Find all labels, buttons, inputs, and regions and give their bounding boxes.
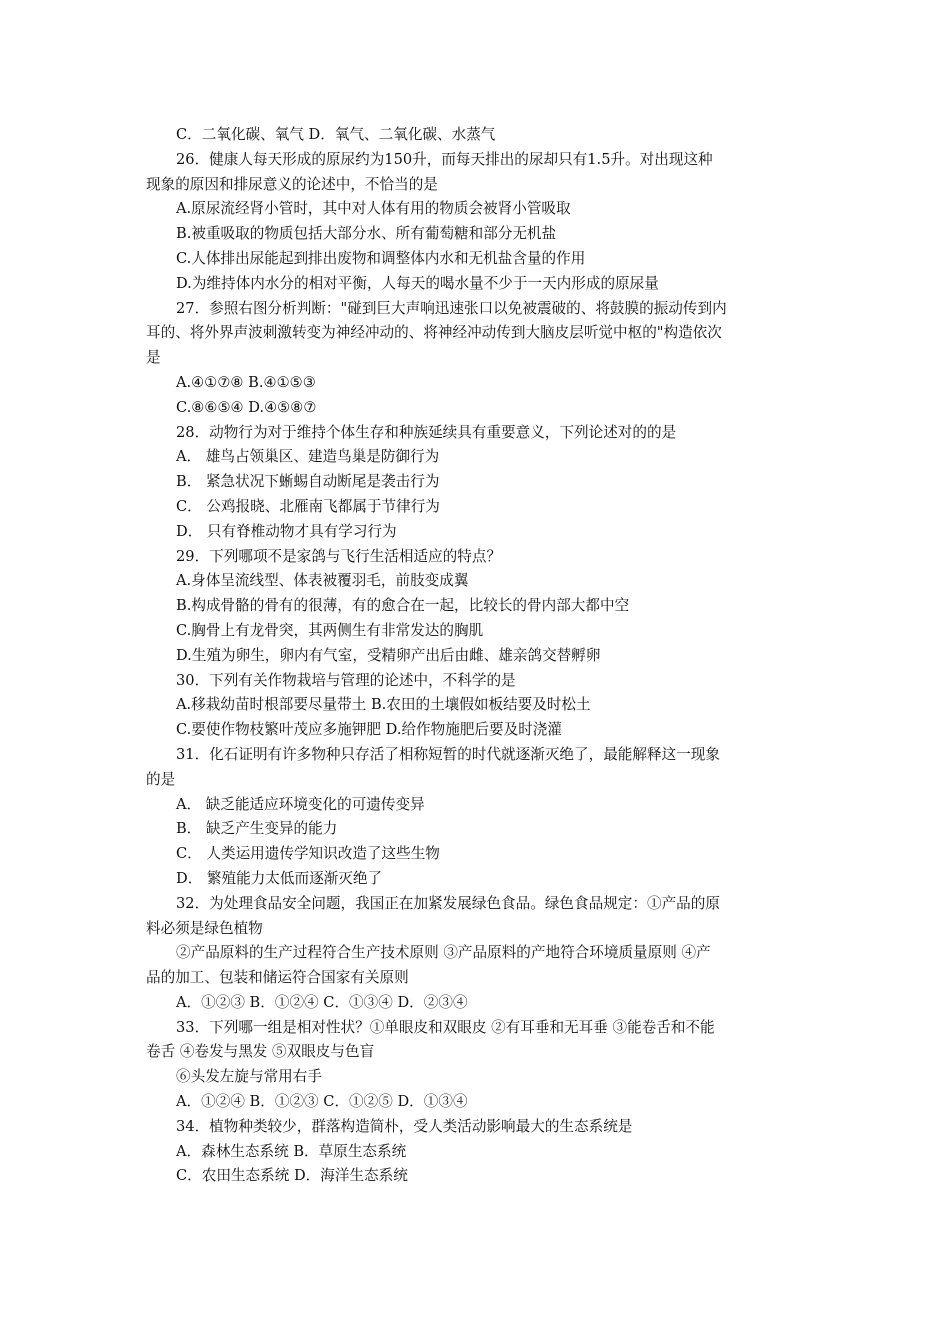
text-line: 30．下列有关作物栽培与管理的论述中，不科学的是: [176, 671, 516, 689]
text-line: 31．化石证明有许多物种只存活了相称短暂的时代就逐渐灭绝了，最能解释这一现象: [176, 745, 720, 763]
text-line: C.⑧⑥⑤④ D.④⑤⑧⑦: [176, 398, 317, 416]
text-line: ⑥头发左旋与常用右手: [176, 1068, 322, 1086]
text-line: 32．为处理食品安全问题，我国正在加紧发展绿色食品。绿色食品规定：①产品的原: [176, 894, 720, 912]
text-line: B.被重吸取的物质包括大部分水、所有葡萄糖和部分无机盐: [176, 225, 557, 243]
text-line: 料必须是绿色植物: [146, 919, 263, 937]
text-line: C．二氧化碳、氧气 D．氧气、二氧化碳、水蒸气: [176, 126, 496, 143]
text-line: A．①②④ B．①②③ C．①②⑤ D．①③④: [176, 1093, 468, 1111]
text-line: B． 缺乏产生变异的能力: [176, 820, 338, 838]
text-line: 耳的、将外界声波刺激转变为神经冲动的、将神经冲动传到大脑皮层听觉中枢的"构造依次: [146, 324, 722, 342]
text-line: A． 缺乏能适应环境变化的可遗传变异: [176, 795, 425, 813]
text-line: A.原尿流经肾小管时，其中对人体有用的物质会被肾小管吸取: [176, 200, 571, 218]
text-line: C.胸骨上有龙骨突，其两侧生有非常发达的胸肌: [176, 621, 484, 639]
text-line: D.为维持体内水分的相对平衡，人每天的喝水量不少于一天内形成的原尿量: [176, 274, 659, 292]
text-line: C． 人类运用遗传学知识改造了这些生物: [176, 845, 440, 863]
text-line: C． 公鸡报晓、北雁南飞都属于节律行为: [176, 497, 440, 515]
text-line: 29．下列哪项不是家鸽与飞行生活相适应的特点？: [176, 547, 502, 565]
text-line: A．森林生态系统 B．草原生态系统: [176, 1142, 407, 1160]
document-body: [146, 123, 810, 1189]
text-line: 34．植物种类较少，群落构造简朴，受人类活动影响最大的生态系统是: [176, 1117, 633, 1135]
text-line: 26．健康人每天形成的原尿约为150升，而每天排出的尿却只有1.5升。对出现这种: [176, 150, 713, 168]
text-line: B.构成骨骼的骨有的很薄，有的愈合在一起，比较长的骨内部大都中空: [176, 597, 630, 615]
text-line: 33．下列哪一组是相对性状？①单眼皮和双眼皮 ②有耳垂和无耳垂 ③能卷舌和不能: [176, 1018, 715, 1036]
text-line: D． 只有脊椎动物才具有学习行为: [176, 522, 397, 540]
text-line: 28．动物行为对于维持个体生存和种族延续具有重要意义，下列论述对的的是: [176, 423, 677, 441]
text-line: 卷舌 ④卷发与黑发 ⑤双眼皮与色盲: [146, 1043, 375, 1061]
text-line: 的是: [146, 770, 176, 788]
text-line: ②产品原料的生产过程符合生产技术原则 ③产品原料的产地符合环境质量原则 ④产: [176, 944, 711, 962]
text-line: 是: [146, 349, 161, 367]
text-line: C.人体排出尿能起到排出废物和调整体内水和无机盐含量的作用: [176, 249, 586, 267]
text-line: A． 雄鸟占领巢区、建造鸟巢是防御行为: [176, 448, 440, 466]
text-line: C.要使作物枝繁叶茂应多施钾肥 D.给作物施肥后要及时浇灌: [176, 721, 562, 739]
text-line: A．①②③ B．①②④ C．①③④ D．②③④: [176, 993, 468, 1011]
text-line: D． 繁殖能力太低而逐渐灭绝了: [176, 869, 383, 887]
text-line: A.移栽幼苗时根部要尽量带土 B.农田的土壤假如板结要及时松土: [176, 696, 591, 714]
text-line: C．农田生态系统 D．海洋生态系统: [176, 1167, 408, 1185]
text-line: A.身体呈流线型、体表被覆羽毛，前肢变成翼: [176, 572, 469, 590]
text-line: 品的加工、包装和储运符合国家有关原则: [146, 969, 409, 987]
text-line: 27．参照右图分析判断："碰到巨大声响迅速张口以免被震破的、将鼓膜的振动传到内: [176, 299, 727, 317]
text-line: 现象的原因和排尿意义的论述中，不恰当的是: [146, 175, 438, 193]
text-line: A.④①⑦⑧ B.④①⑤③: [176, 373, 316, 391]
text-line: B． 紧急状况下蜥蜴自动断尾是袭击行为: [176, 473, 440, 491]
text-line: D.生殖为卵生，卵内有气室，受精卵产出后由雌、雄亲鸽交替孵卵: [176, 646, 601, 664]
